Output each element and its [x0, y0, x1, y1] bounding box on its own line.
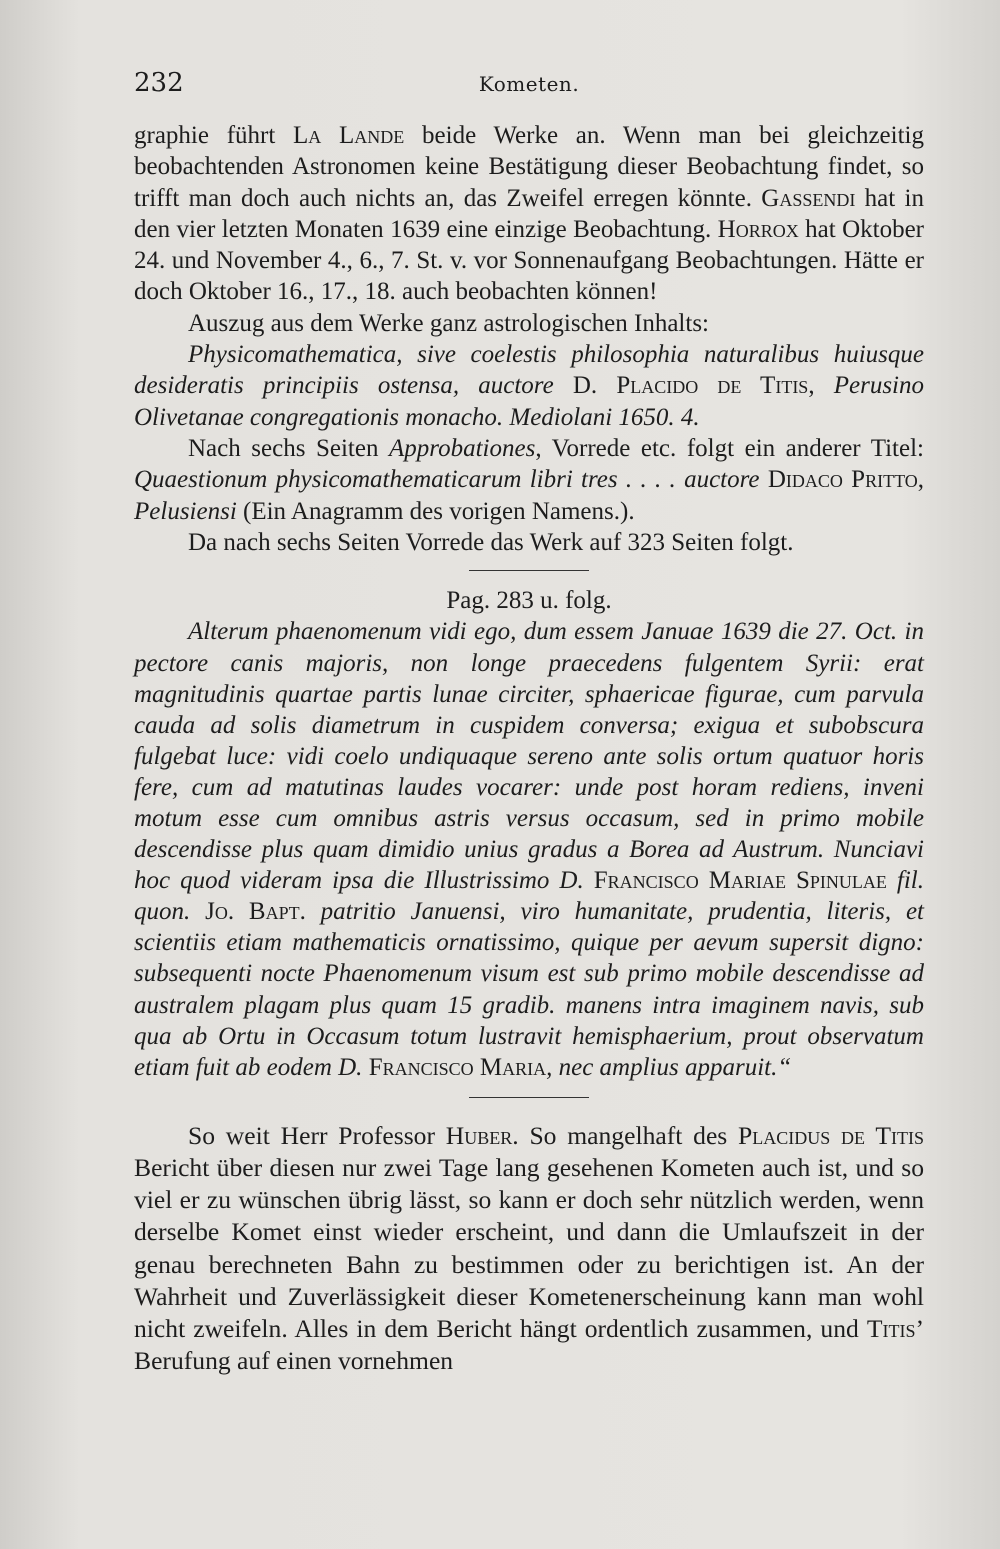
text-run: Bericht über diesen nur zwei Tage lang gesehenen Kometen auch ist, und so viel er zu wünschen übrig lässt, so kann er doch sehr nützlich werden, wenn derselbe Komet einst wieder erscheint, und dann die Umlaufszeit in der genau berechneten Bahn zu bestimmen oder zu berichtigen ist. An der Wahrheit und Zuverlässigkeit dieser Kometenerscheinung kann man wohl nicht zweifeln. Alles in dem Bericht hängt ordentlich zusammen, und — [134, 1153, 924, 1344]
page-number: 232 — [134, 68, 184, 98]
name-francisco-mariae-spinulae: Francisco Mariae Spinulae — [593, 867, 887, 895]
text-run: Alterum phaenomenum vidi ego, dum essem Januae 1639 die 27. Oct. in pectore canis majoris, non longe praecedens fulgentem Syrii: erat magnitudinis quartae partis lunae circiter, sphaericae figurae, cum parvula cauda ad solis diametrum in cuspidem conversa; exigua et subobscura fulgebat luce: vidi coelo undiquaque sereno ante solis ortum quatuor horis fere, cum ad matutinas laudes vocarer: unde post horam rediens, inveni motum esse cum omnibus astris versus occasum, sed in primo mobile descendisse plus quam dimidio unius gradus a Borea ad Austrum. Nunciavi hoc quod videram ipsa die Illustrissimo D. — [134, 618, 924, 895]
name-lalande: La Lande — [293, 122, 405, 149]
text-run: Nach sechs Seiten — [188, 434, 390, 462]
text-run: hat in den vier letzten Monaten 1639 eine einzige Beobachtung. — [134, 184, 924, 243]
text-run: hat Oktober 24. und November 4., 6., 7. St. v. vor Sonnenaufgang Beobachtungen. Hätte er doch Oktober 16., 17., 18. auch beobachten können! — [134, 215, 925, 306]
page-header — [134, 68, 924, 104]
paragraph-excerpt-heading: Auszug aus dem Werke ganz astrologischen Inhalts: — [188, 309, 709, 337]
paragraph-intro — [134, 120, 924, 308]
name-francisco-maria: Francisco Maria — [368, 1053, 547, 1081]
name-placidus-de-titis: Placidus de Titis — [738, 1120, 924, 1150]
book-imprint: Perusino Olivetanae congregationis monacho. Mediolani 1650. 4. — [134, 372, 925, 431]
author-pseudonym: Didaco Pritto — [767, 466, 918, 494]
latin-quotation — [134, 616, 924, 1082]
paragraph-closing — [134, 1120, 924, 1378]
name-horrox: Horrox — [717, 215, 799, 243]
text-run: beide Werke an. Wenn man bei gleichzeitig beobachtenden Astronomen keine Bestätigung dieser Beobachtung findet, so trifft man doch auch nichts an, das Zweifel erregen könnte. — [134, 122, 924, 212]
name-jo-bapt: Jo. Bapt. — [205, 898, 306, 926]
page-reference: Pag. 283 u. folg. — [446, 587, 612, 615]
running-title: Kometen. — [478, 72, 580, 96]
text-run: So weit Herr Professor — [188, 1120, 446, 1150]
text-run: fil. quon. — [134, 867, 924, 926]
paragraph-book-title — [134, 339, 924, 433]
text-run: graphie führt — [134, 122, 294, 149]
paragraph-pages: Da nach sechs Seiten Vorrede das Werk auf 323 Seiten folgt. — [188, 528, 794, 556]
pseudonym-place: Pelusiensi — [134, 497, 237, 525]
text-run: , — [808, 372, 834, 400]
text-run: . So mangelhaft des — [512, 1120, 739, 1150]
paragraph-second-title — [134, 433, 924, 527]
second-title: Quaestionum physicomathematicarum libri tres . . . . auctore — [134, 466, 768, 494]
name-titis: Titis — [866, 1314, 916, 1344]
approbationes: Approbationes — [389, 434, 536, 462]
page-body — [134, 120, 924, 1377]
text-run: ’ Berufung auf einen vornehmen — [134, 1314, 924, 1376]
text-run: patritio Januensi, viro humanitate, prudentia, literis, et scientiis etiam mathematicis ornatissimo, quique per aevum supersit digno: subsequenti nocte Phaenomenum visum est sub primo mobile descendisse ad australem plagam plus quam 15 gradib. manens intra imaginem navis, sub qua ab Ortu in Occasum totum lustravit hemisphaerium, prout observatum etiam fuit ab eodem D. — [134, 898, 924, 1081]
name-huber: Huber — [445, 1120, 513, 1150]
book-title: Physicomathematica, sive coelestis philosophia naturalibus huiusque desideratis principiis ostensa, auctore — [134, 341, 924, 400]
section-divider — [469, 570, 589, 571]
author-name: D. Placido de Titis — [572, 372, 809, 400]
text-run: , nec amplius apparuit.“ — [546, 1053, 792, 1081]
text-run: , — [917, 466, 924, 494]
name-gassendi: Gassendi — [761, 184, 856, 212]
text-run: (Ein Anagramm des vorigen Namens.). — [236, 497, 635, 525]
text-run: , Vorrede etc. folgt ein anderer Titel: — [535, 434, 924, 462]
section-divider — [469, 1097, 589, 1098]
